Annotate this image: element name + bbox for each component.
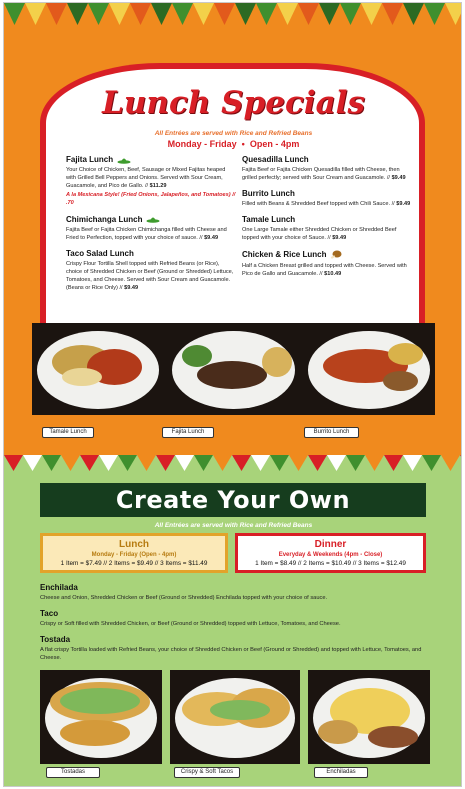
pennant xyxy=(156,455,175,471)
item-name: Chicken & Rice Lunch xyxy=(242,250,327,260)
create-item-desc: Cheese and Onion, Shredded Chicken or Beef (Ground or Shredded) Enchilada topped with your choice of sauce. xyxy=(40,595,328,601)
pennant xyxy=(46,3,67,25)
create-item-name: Taco xyxy=(40,609,59,618)
tamale-lunch-photo xyxy=(32,323,164,415)
dinner-price-box xyxy=(235,533,426,573)
pennant xyxy=(4,3,25,25)
pennant xyxy=(99,455,118,471)
item-price: $9.49 xyxy=(391,175,406,182)
fajita-lunch-photo xyxy=(167,323,299,415)
item-price: $9.49 xyxy=(332,235,347,242)
item-name: Fajita Lunch xyxy=(66,155,114,164)
menu-item xyxy=(242,189,412,208)
lunch-box-time: Monday - Friday (Open - 4pm) xyxy=(91,552,177,558)
pennant xyxy=(4,455,23,471)
item-name: Burrito Lunch xyxy=(242,189,295,199)
pennant xyxy=(365,455,384,471)
pennant xyxy=(277,3,298,25)
pennant xyxy=(23,455,42,471)
menu-item xyxy=(66,215,236,242)
item-price: $9.49 xyxy=(396,201,411,208)
pennant xyxy=(118,455,137,471)
item-desc: Fajita Beef or Fajita Chicken Chimichanga filled with Cheese and Fried to Perfection, topped with your choice of sauce. // xyxy=(66,226,227,241)
lunch-days: Monday - Friday xyxy=(167,139,237,149)
lunch-hours xyxy=(4,139,462,149)
lunch-subtitle: All Entrées are served with Rice and Refried Beans xyxy=(154,130,313,137)
enchiladas-photo xyxy=(308,670,430,764)
create-your-own-title: Create Your Own xyxy=(40,483,426,517)
sombrero-icon xyxy=(117,156,131,164)
pennant xyxy=(25,3,46,25)
dinner-box-prices: 1 Item = $8.49 // 2 Items = $10.49 // 3 Items = $12.49 xyxy=(255,560,406,567)
item-desc: Crispy Flour Tortilla Shell topped with Refried Beans (or Rice), choice of Shredded Chicken or Beef (Ground or Shredded) Lettuce, Tomatoes, and Cheese. Served with Sour Cream and Guacamole. (Beans or Rice Only) // xyxy=(66,260,234,292)
photo-label: Burrito Lunch xyxy=(304,427,359,438)
lunch-open-hours: Open - 4pm xyxy=(249,139,300,149)
item-note: A la Mexicana Style! (Fried Onions, Jalapeños, and Tomatoes) // .70 xyxy=(66,192,236,207)
item-price: $9.49 xyxy=(204,234,219,241)
item-desc: Half a Chicken Breast grilled and topped with Cheese. Served with Pico de Gallo and Guacamole. // xyxy=(242,262,407,277)
item-name: Chimichanga Lunch xyxy=(66,214,143,224)
chicken-leg-icon xyxy=(330,250,342,260)
pennant xyxy=(137,455,156,471)
pennant xyxy=(441,455,460,471)
photo-label: Crispy & Soft Tacos xyxy=(174,767,240,778)
lunch-box-title: Lunch xyxy=(119,539,149,550)
pennant xyxy=(80,455,99,471)
pennant xyxy=(256,3,277,25)
menu-page xyxy=(3,2,462,787)
pennant xyxy=(175,455,194,471)
lunch-price-box xyxy=(40,533,228,573)
pennant xyxy=(289,455,308,471)
pennant-banner-top xyxy=(4,3,462,33)
pennant xyxy=(42,455,61,471)
item-name: Quesadilla Lunch xyxy=(242,155,309,164)
lunch-title: Lunch Specials xyxy=(102,85,365,121)
item-name: Tamale Lunch xyxy=(242,215,296,225)
pennant xyxy=(235,3,256,25)
item-desc: One Large Tamale either Shredded Chicken or Shredded Beef topped with your choice of Sauce. // xyxy=(242,227,397,242)
create-subtitle: All Entrées are served with Rice and Refried Beans xyxy=(154,522,313,529)
item-desc: Filled with Beans & Shredded Beef topped with Chili Sauce. // xyxy=(242,201,395,208)
pennant xyxy=(213,455,232,471)
pennant xyxy=(61,455,80,471)
item-price: $11.29 xyxy=(149,183,167,190)
pennant xyxy=(403,455,422,471)
pennant xyxy=(194,455,213,471)
pennant xyxy=(270,455,289,471)
pennant xyxy=(327,455,346,471)
tacos-photo xyxy=(170,670,300,764)
pennant xyxy=(130,3,151,25)
photo-label: Fajita Lunch xyxy=(162,427,214,438)
pennant xyxy=(424,3,445,25)
create-item-enchilada xyxy=(40,583,430,602)
create-item-taco xyxy=(40,609,430,628)
menu-item xyxy=(242,155,412,182)
burrito-lunch-photo xyxy=(303,323,435,415)
menu-item xyxy=(66,249,236,292)
pennant xyxy=(67,3,88,25)
lunch-box-prices: 1 Item = $7.49 // 2 Items = $9.49 // 3 Items = $11.49 xyxy=(60,560,208,567)
pennant xyxy=(319,3,340,25)
pennant xyxy=(361,3,382,25)
create-item-name: Tostada xyxy=(40,635,71,644)
pennant xyxy=(214,3,235,25)
menu-item xyxy=(242,215,412,242)
create-item-desc: A flat crispy Tortilla loaded with Refried Beans, your choice of Shredded Chicken or Beef (Ground or Shredded) and topped with Lettuce, Tomatoes, and Cheese. xyxy=(40,647,422,662)
pennant xyxy=(445,3,462,25)
item-desc: Your Choice of Chicken, Beef, Sausage or Mixed Fajitas heaped with Grilled Bell Peppers and Onions. Served with Sour Cream, Guacamole, and Pico de Gallo. // xyxy=(66,167,226,190)
pennant xyxy=(403,3,424,25)
bullet: • xyxy=(239,139,248,149)
pennant-banner-middle xyxy=(4,455,462,473)
pennant xyxy=(251,455,270,471)
menu-item xyxy=(66,155,236,208)
pennant xyxy=(193,3,214,25)
pennant xyxy=(460,455,462,471)
pennant xyxy=(308,455,327,471)
pennant xyxy=(88,3,109,25)
pennant xyxy=(172,3,193,25)
create-item-tostada xyxy=(40,635,430,663)
photo-label: Tostadas xyxy=(46,767,100,778)
create-item-desc: Crispy or Soft filled with Shredded Chicken, or Beef (Ground or Shredded) topped with Lettuce, Tomatoes, and Cheese. xyxy=(40,621,341,627)
dinner-box-time: Everyday & Weekends (4pm - Close) xyxy=(278,552,383,558)
dinner-box-title: Dinner xyxy=(314,539,347,550)
sombrero-icon xyxy=(146,215,160,223)
pennant xyxy=(422,455,441,471)
lunch-menu-left xyxy=(66,155,236,299)
create-item-name: Enchilada xyxy=(40,583,78,592)
lunch-menu-right xyxy=(242,155,412,285)
menu-item xyxy=(242,250,412,278)
item-desc: Fajita Beef or Fajita Chicken Quesadilla filled with Cheese, then grilled perfectly; served with Sour Cream and Guacamole. // xyxy=(242,167,400,182)
item-price: $9.49 xyxy=(124,285,139,292)
pennant xyxy=(384,455,403,471)
pennant xyxy=(298,3,319,25)
photo-label: Enchiladas xyxy=(314,767,368,778)
photo-label: Tamale Lunch xyxy=(42,427,94,438)
pennant xyxy=(382,3,403,25)
pennant xyxy=(232,455,251,471)
pennant xyxy=(151,3,172,25)
pennant xyxy=(346,455,365,471)
lunch-photo-strip xyxy=(32,323,435,415)
pennant xyxy=(340,3,361,25)
tostadas-photo xyxy=(40,670,162,764)
item-price: $10.49 xyxy=(324,270,342,277)
item-name: Taco Salad Lunch xyxy=(66,248,134,258)
pennant xyxy=(109,3,130,25)
